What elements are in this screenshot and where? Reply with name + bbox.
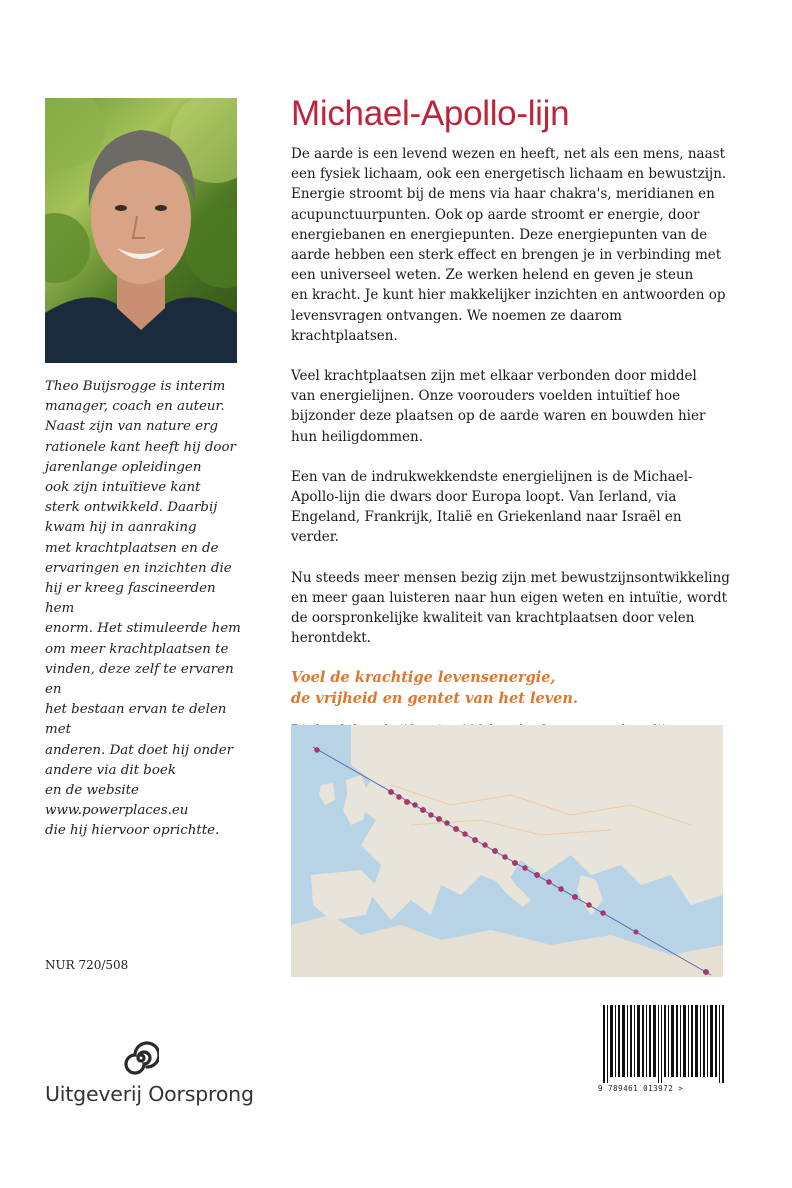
publisher-name: Uitgeverij Oorsprong	[45, 1082, 254, 1106]
paragraph-4: Nu steeds meer mensen bezig zijn met bewustzijnsontwikkeling en meer gaan luisteren naar hun eigen weten en intuïtie, wordt de oorspronkelijke kwaliteit van krachtplaatsen door velen herontdekt.	[291, 569, 730, 647]
author-photo	[45, 98, 237, 363]
paragraph-1: De aarde is een levend wezen en heeft, net als een mens, naast een fysiek lichaam, ook een energetisch lichaam en bewustzijn. Energie stroomt bij de mens via haar chakra's, meridianen en acupunctuurpunten. Ook op aarde stroomt er energie, door energiebanen en energiepunten. Deze energiepunten van de aarde hebben een sterk effect en brengen je in verbinding met een universeel weten. Ze werken helend en geven je steun en kracht. Je kunt hier makkelijker inzichten en antwoorden op levensvragen ontvangen. We noemen ze daarom krachtplaatsen.	[291, 146, 727, 344]
book-title: Michael-Apollo-lijn	[291, 94, 570, 133]
europe-map	[291, 725, 723, 977]
author-bio: Theo Buijsrogge is interim manager, coach en auteur. Naast zijn van nature erg rationele kant heeft hij door jarenlange opleidingen ook zijn intuïtieve kant sterk ontwikkeld. Daarbij kwam hij in aanraking met krachtplaatsen en de ervaringen en inzichten die hij er kreeg fascineerden hem enorm. Het stimuleerde hem om meer krachtplaatsen te vinden, deze zelf te ervaren en het bestaan ervan te delen met anderen. Dat doet hij onder andere via dit boek en de website www.powerplaces.eu die hij hiervoor oprichtte.	[45, 379, 241, 839]
spiral-logo-icon	[123, 1040, 265, 1080]
highlight-quote: Voel de krachtige levensenergie, de vrijheid en gentet van het leven.	[291, 669, 578, 707]
publisher	[45, 1040, 265, 1106]
paragraph-2: Veel krachtplaatsen zijn met elkaar verbonden door middel van energielijnen. Onze voorouders voelden intuïtief hoe bijzonder deze plaatsen op de aarde waren en bouwden hier hun heiligdommen.	[291, 368, 706, 445]
nur-code: NUR 720/508	[45, 958, 129, 972]
right-column	[291, 94, 731, 782]
left-column	[45, 98, 245, 842]
paragraph-3: Een van de indrukwekkendste energielijnen is de Michael- Apollo-lijn die dwars door Europa loopt. Van Ierland, via Engeland, Frankrijk, Italië en Griekenland naar Israël en verder.	[291, 468, 693, 546]
isbn-digits: 9 789461 013972 >	[598, 1084, 684, 1093]
isbn-barcode	[601, 1005, 725, 1083]
